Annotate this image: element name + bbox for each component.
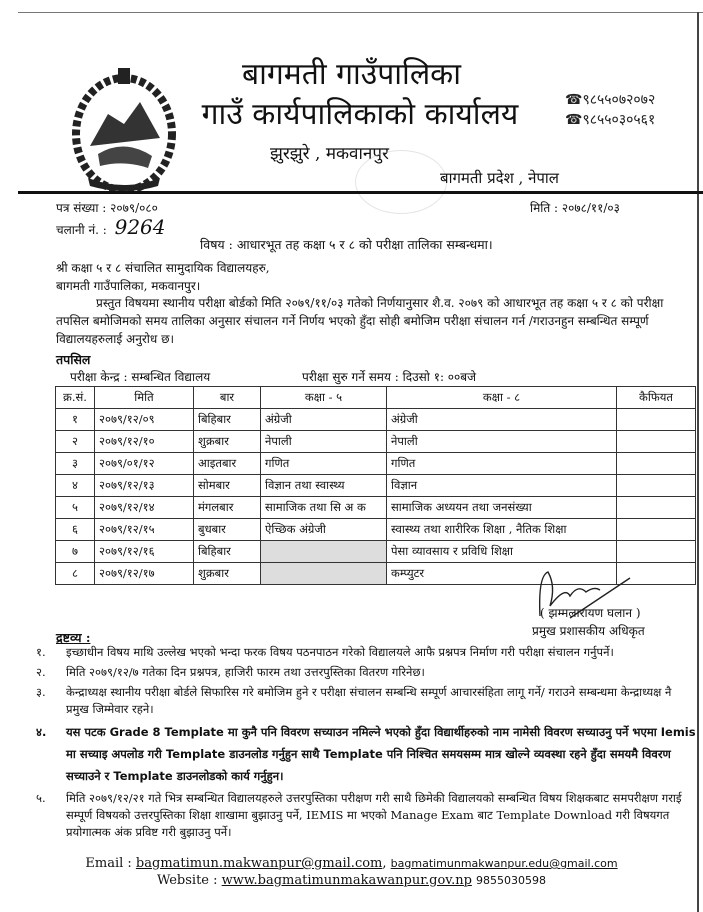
footer-contact	[0, 855, 703, 889]
notes-list	[36, 644, 696, 844]
office-title: गाउँ कार्यपालिकाको कार्यालय	[201, 97, 519, 132]
office-address: झुरझुरे , मकवानपुर	[270, 144, 389, 164]
schedule-heading: तपसिल	[56, 352, 91, 367]
table-row: २ २०७९/१२/१० शुक्रबार नेपाली नेपाली	[56, 431, 696, 453]
phone-2: ☎९८५५०३०५६१	[565, 112, 656, 128]
scan-top-edge	[18, 12, 703, 13]
footer-email-line: Email : bagmatimun.makwanpur@gmail.com, bagmatimunmakwanpur.edu@gmail.com	[85, 856, 618, 871]
body-paragraph: प्रस्तुत विषयमा स्थानीय परीक्षा बोर्डको मिति २०७९/११/०३ गतेको निर्णयानुसार शै.व. २०७९ को आधारभूत तह कक्षा ५ र ८ को परीक्षा तपसिल बमोजिमको समय तालिका अनुसार संचालन गर्ने निर्णय भएको हुँदा सोही बमोजिम परीक्षा संचालन गर्न /गराउनहुन सम्बन्धित सम्पूर्ण विद्यालयहरुलाई अनुरोध छ।	[56, 296, 664, 346]
table-row: १ २०७९/१२/०९ बिहिबार अंग्रेजी अंग्रेजी	[56, 409, 696, 431]
handwritten-dispatch-no: 9264	[114, 215, 166, 239]
note-item: ३. केन्द्राध्यक्ष स्थानीय परीक्षा बोर्डले सिफारिस गरे बमोजिम हुने र परीक्षा संचालन सम्बन्धि सम्पूर्ण आचारसंहिता लागू गर्ने/ गराउने सम्बन्धमा केन्द्राध्यक्ष नै प्रमुख जिम्मेवार रहने।	[36, 685, 672, 716]
phone-1: ☎९८५५०७२०७२	[565, 92, 656, 108]
table-row: ४ २०७९/१२/१३ सोमबार विज्ञान तथा स्वास्थ्य विज्ञान	[56, 475, 696, 497]
scan-right-edge	[697, 12, 699, 912]
col-day: बार	[194, 387, 261, 409]
note-item: ५. मिति २०७९/१२/२१ गते भित्र सम्बन्धित विद्यालयहरुले उत्तरपुस्तिका परीक्षण गरी साथै छिमेकी विद्यालयको सम्बन्धित विषय शिक्षकबाट समपरीक्षण गराई सम्पूर्ण विषयको उत्तरपुस्तिका शिक्षा शाखामा बुझाउनु पर्ने, IEMIS मा भएको Manage Exam बाट Template Download गरी विषयगत प्रयोगात्मक अंक प्रविष्ट गरी बुझाउनु पर्ने।	[36, 791, 682, 839]
table-row: ७ २०७९/१२/१६ बिहिबार पेसा व्यावसाय र प्रविधि शिक्षा	[56, 541, 696, 563]
letter-number: पत्र संख्या : २०७९/०८०	[56, 201, 158, 215]
letter-date: मिति : २०७८/११/०३	[530, 201, 620, 215]
email-link-2[interactable]: bagmatimunmakwanpur.edu@gmail.com	[390, 857, 618, 870]
col-grade8: कक्षा - ८	[387, 387, 617, 409]
website-link[interactable]: www.bagmatimunmakawanpur.gov.np	[221, 873, 472, 888]
addressee: श्री कक्षा ५ र ८ संचालित सामुदायिक विद्यालयहरु, बागमती गाउँपालिका, मकवानपुर।	[56, 261, 270, 293]
exam-center: परीक्षा केन्द्र : सम्बन्धित विद्यालय	[70, 370, 211, 384]
org-title: बागमती गाउँपालिका	[242, 57, 461, 92]
note-item: २. मिति २०७९/१२/७ गतेका दिन प्रश्नपत्र, हाजिरी फारम तथा उत्तरपुस्तिका वितरण गरिनेछ।	[36, 665, 425, 679]
footer-phone: 9855030598	[476, 874, 547, 887]
table-row: ८ २०७९/१२/१७ शुक्रबार कम्प्युटर	[56, 563, 696, 585]
exam-schedule-table	[55, 386, 696, 585]
email-link-1[interactable]: bagmatimun.makwanpur@gmail.com	[135, 856, 383, 871]
signatory-name: ( झम्मलारायण घलान )	[540, 606, 641, 620]
footer-website-line: Website : www.bagmatimunmakawanpur.gov.np 9855030598	[156, 873, 547, 888]
empty-shaded-cell	[261, 541, 387, 563]
col-date: मिति	[95, 387, 194, 409]
note-item: १. इच्छाधीन विषय माथि उल्लेख भएको भन्दा फरक विषय पठनपाठन गरेको विद्यालयले आफै प्रश्नपत्र निर्माण गरी परीक्षा संचालन गर्नुपर्ने।	[36, 645, 614, 659]
table-header-row	[56, 387, 696, 409]
notes-heading: द्रष्टव्य :	[56, 630, 91, 645]
office-stamp	[355, 150, 447, 214]
subject-line: विषय : आधारभूत तह कक्षा ५ र ८ को परीक्षा तालिका सम्बन्धमा।	[200, 237, 493, 252]
phone-numbers	[565, 90, 655, 130]
col-grade5: कक्षा - ५	[261, 387, 387, 409]
table-row: ६ २०७९/१२/१५ बुधबार ऐच्छिक अंग्रेजी स्वास्थ्य तथा शारीरिक शिक्षा , नैतिक शिक्षा	[56, 519, 696, 541]
province-address: बागमती प्रदेश , नेपाल	[440, 169, 559, 187]
note-item-important: ४. यस पटक Grade 8 Template मा कुनै पनि विवरण सच्याउन नमिल्ने भएको हुँदा विद्यार्थीहरुको नाम नामेसी विवरण सच्याउनु पर्ने भएमा Iemis मा सच्याइ अपलोड गरी Template डाउनलोड गर्नुहुन साथै Template पनि निश्चित समयसम्म मात्र खोल्ने व्यवस्था रहने हुँदा समयमै विवरण सच्याउने र Template डाउनलोडको कार्य गर्नुहुन।	[36, 725, 696, 783]
dispatch-number: चलानी नं. : 9264	[56, 215, 166, 239]
table-row: ३ २०७९/०१/१२ आइतबार गणित गणित	[56, 453, 696, 475]
signatory-post: प्रमुख प्रशासकीय अधिकृत	[532, 624, 645, 638]
exam-start-time: परीक्षा सुरु गर्ने समय : दिउसो १: ००बजे	[302, 370, 477, 384]
header-divider	[18, 191, 703, 194]
col-sn: क्र.सं.	[56, 387, 95, 409]
col-remarks: कैफियत	[617, 387, 696, 409]
table-row: ५ २०७९/१२/१४ मंगलबार सामाजिक तथा सि अ क सामाजिक अध्ययन तथा जनसंख्या	[56, 497, 696, 519]
empty-shaded-cell	[261, 563, 387, 585]
